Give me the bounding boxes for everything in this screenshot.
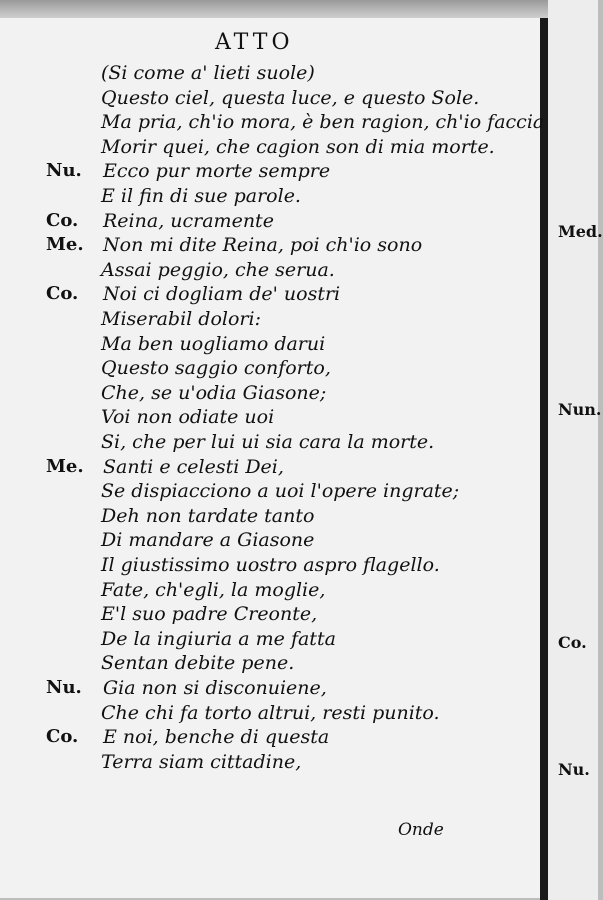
- verse-line: [0, 87, 540, 113]
- verse-line: [0, 554, 540, 580]
- verse-text: Che chi fa torto altrui, resti punito.: [101, 701, 440, 724]
- running-header: ATTO: [215, 30, 294, 55]
- speaker-label: Co.: [46, 209, 79, 231]
- speaker-label: Nu.: [46, 677, 82, 698]
- verse-line: [0, 726, 540, 752]
- verse-text: Si, che per lui ui sia cara la morte.: [101, 431, 435, 453]
- verse-line: [0, 136, 540, 162]
- verse-line: [0, 751, 540, 777]
- verse-line: [0, 357, 540, 383]
- verse-text: Non mi dite Reina, poi ch'io sono: [103, 234, 423, 257]
- verse-text: Deh non tardate tanto: [101, 504, 315, 527]
- verse-line: [0, 628, 540, 654]
- verse-line: [0, 505, 540, 531]
- verse-text: (Si come a' lieti suole): [101, 62, 315, 84]
- book-gutter: [540, 18, 548, 900]
- verse-line: [0, 579, 540, 605]
- verse-text: Santi e celesti Dei,: [103, 455, 284, 478]
- verse-line: [0, 603, 540, 629]
- verse-line: [0, 480, 540, 506]
- verse-line: [0, 382, 540, 408]
- verse-text: Terra siam cittadine,: [101, 750, 302, 773]
- verse-text: De la ingiuria a me fatta: [101, 627, 336, 650]
- verse-line: [0, 677, 540, 703]
- speaker-label: Me.: [46, 455, 84, 477]
- verse-text: Miserabil dolori:: [101, 308, 261, 330]
- verse-text: Di mandare a Giasone: [101, 529, 315, 552]
- verse-text: Il giustissimo uostro aspro flagello.: [101, 554, 440, 576]
- verse-line: [0, 160, 540, 186]
- verse-line: [0, 406, 540, 432]
- verse-line: [0, 234, 540, 260]
- verse-line: [0, 308, 540, 334]
- verse-line: [0, 431, 540, 457]
- verse-text: Morir quei, che cagion son di mia morte.: [101, 135, 495, 158]
- verse-text: Questo saggio conforto,: [101, 357, 331, 380]
- verse-text: Fate, ch'egli, la moglie,: [101, 578, 326, 601]
- verse-line: [0, 702, 540, 728]
- verse-text: Ecco pur morte sempre: [103, 160, 331, 183]
- right-speaker-co: Co.: [558, 633, 587, 652]
- verse-line: [0, 529, 540, 555]
- catchword: Onde: [398, 820, 444, 840]
- scan-top-edge: [0, 0, 598, 18]
- verse-text: Sentan debite pene.: [101, 652, 295, 675]
- verse-text: Noi ci dogliam de' uostri: [103, 283, 341, 306]
- verse-text: Assai peggio, che serua.: [101, 258, 335, 281]
- verse-text: E il fin di sue parole.: [101, 185, 301, 207]
- speaker-label: Nu.: [46, 160, 82, 182]
- verse-text: E'l suo padre Creonte,: [101, 603, 318, 626]
- speaker-label: Co.: [46, 726, 79, 748]
- verse-line: [0, 652, 540, 678]
- verse-text: Ma pria, ch'io mora, è ben ragion, ch'io faccia: [101, 111, 545, 134]
- verse-line: [0, 283, 540, 309]
- speaker-label: Co.: [46, 283, 79, 305]
- verse-text: E noi, benche di questa: [103, 726, 330, 749]
- right-speaker-med: Med.: [558, 222, 603, 241]
- right-speaker-nu: Nu.: [558, 760, 590, 779]
- verse-text: Questo ciel, questa luce, e questo Sole.: [101, 86, 480, 109]
- speaker-label: Me.: [46, 234, 84, 256]
- verse-text: Ma ben uogliamo darui: [101, 332, 326, 355]
- right-speaker-nun: Nun.: [558, 400, 602, 419]
- verse-line: [0, 333, 540, 359]
- verse-line: [0, 259, 540, 285]
- verse-line: [0, 111, 545, 137]
- verse-text: Gia non si disconuiene,: [103, 677, 327, 699]
- verse-line: [0, 210, 540, 236]
- verse-line: [0, 185, 540, 211]
- verse-text: Se dispiacciono a uoi l'opere ingrate;: [101, 480, 460, 503]
- verse-line: [0, 456, 540, 482]
- verse-text: Reina, ucramente: [103, 209, 274, 232]
- verse-text: Voi non odiate uoi: [101, 406, 275, 429]
- verse-text: Che, se u'odia Giasone;: [101, 381, 327, 404]
- verse-line: [0, 62, 540, 88]
